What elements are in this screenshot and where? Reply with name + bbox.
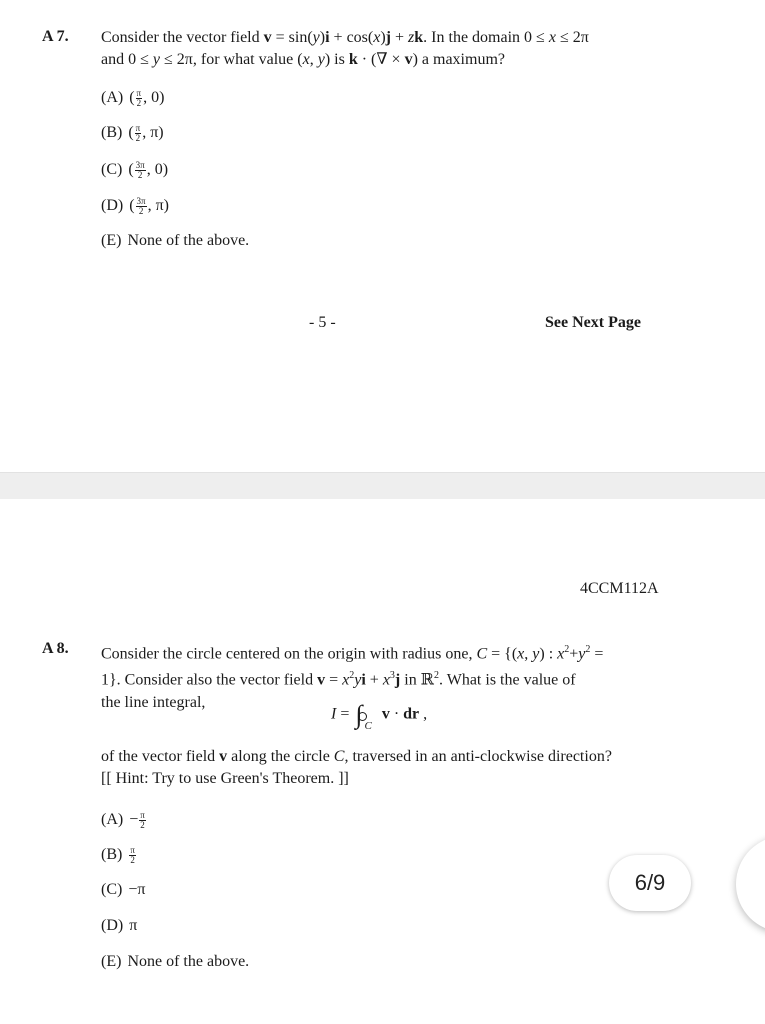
- option-a8-c: (C) −π: [101, 881, 146, 898]
- fraction: $\frac{\pi}{2}$: [140, 810, 145, 830]
- course-code: 4CCM112A: [580, 580, 659, 597]
- see-next-page-label: See Next Page: [545, 314, 641, 331]
- option-a8-e: (E) None of the above.: [101, 953, 250, 970]
- question-a7-line-1: Consider the vector field v = sin(y)i + cos(x)j + zk. In the domain 0 ≤ x ≤ 2π: [101, 29, 589, 46]
- fraction: $\frac{3\pi}{2}$: [135, 160, 145, 180]
- question-a8-hint: [[ Hint: Try to use Green's Theorem. ]]: [101, 770, 349, 787]
- page-number: - 5 -: [309, 314, 336, 331]
- option-a8-a: (A) − $\frac{\pi}{2}$: [101, 810, 145, 830]
- fraction: $\frac{\pi}{2}$: [130, 845, 135, 865]
- option-a8-b: (B) $\frac{\pi}{2}$: [101, 845, 135, 865]
- option-a7-a: (A) ( $\frac{\pi}{2}$ , 0): [101, 88, 165, 108]
- fraction: $\frac{3\pi}{2}$: [136, 196, 146, 216]
- question-a8-line-2: 1}. Consider also the vector field $v = x^2yi + x^3j$ in ℝ$^2$. What is the value of: [101, 670, 576, 689]
- question-number-a7: A 7.: [42, 28, 69, 45]
- question-a7-line-2: and 0 ≤ y ≤ 2π, for what value (x, y) is k · (∇ × v) a maximum?: [101, 51, 505, 68]
- fraction: $\frac{\pi}{2}$: [135, 123, 141, 143]
- contour-integral-icon: ∫: [355, 700, 362, 730]
- option-a7-e: (E) None of the above.: [101, 232, 250, 249]
- question-a8-line-4: of the vector field v along the circle C, traversed in an anti-clockwise direction?: [101, 748, 612, 765]
- option-a7-c: (C) ( $\frac{3\pi}{2}$ , 0): [101, 160, 169, 180]
- pdf-page-5: [0, 0, 765, 472]
- question-a8-text-continued: [101, 746, 667, 790]
- line-integral-equation: I = ∫ $_C$ v · dr ,: [331, 700, 428, 732]
- option-a7-d: (D) ( $\frac{3\pi}{2}$ , π): [101, 196, 169, 216]
- pdf-page-6[interactable]: [0, 499, 765, 1024]
- question-a7-text: [101, 27, 667, 71]
- option-a8-d: (D) π: [101, 917, 138, 934]
- question-number-a8: A 8.: [42, 640, 69, 657]
- page-separator: [0, 472, 765, 500]
- page-indicator[interactable]: 6/9: [609, 855, 691, 911]
- option-a7-b: (B) ( $\frac{\pi}{2}$ , π): [101, 123, 164, 143]
- question-a8-line-3: the line integral,: [101, 693, 206, 711]
- question-a8-line-1: Consider the circle centered on the origin with radius one, C = {(x, y) : $x^2+y^2$ =: [101, 644, 604, 663]
- fraction: $\frac{\pi}{2}$: [136, 88, 142, 108]
